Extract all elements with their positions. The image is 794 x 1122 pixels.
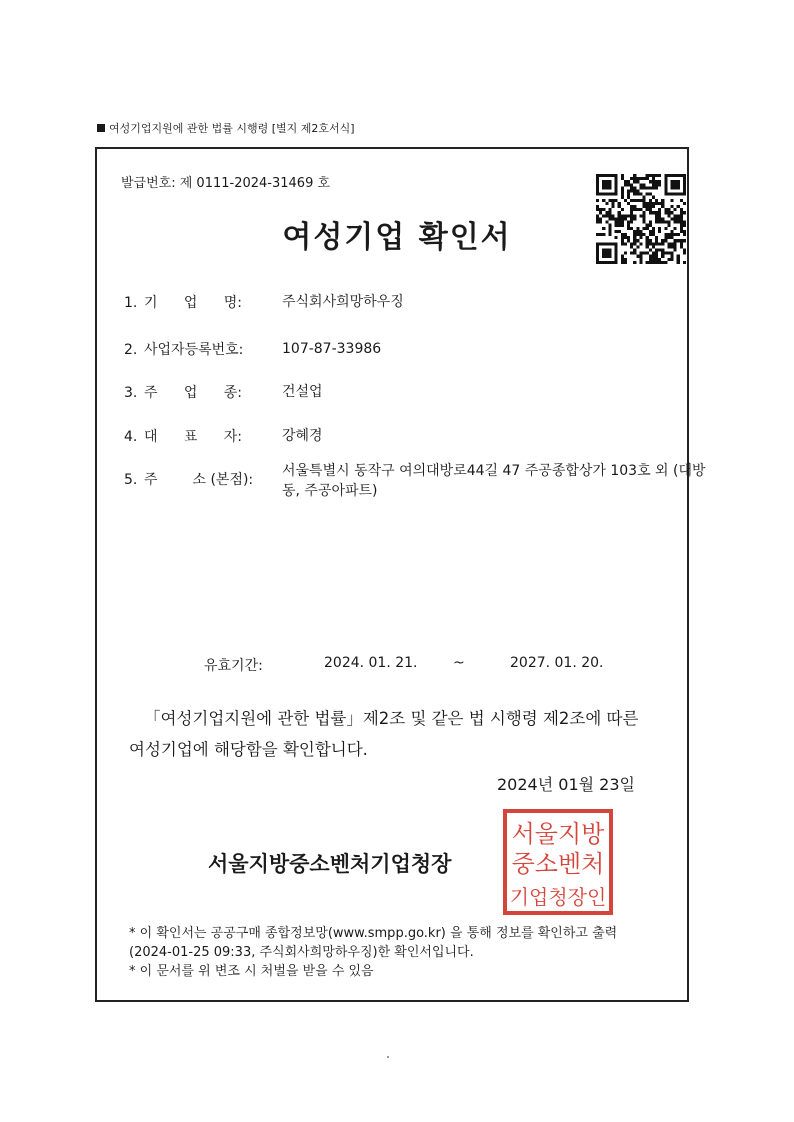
svg-text:서울지방: 서울지방	[511, 820, 605, 848]
validity-start: 2024. 01. 21.	[324, 655, 418, 671]
field-label: 5. 주 소 (본점):	[124, 472, 254, 488]
issue-date: 2024년 01월 23일	[497, 775, 635, 794]
note-line-1: * 이 확인서는 공공구매 종합정보망(www.smpp.go.kr) 을 통해 정보를 확인하고 출력	[129, 926, 618, 941]
validity-label: 유효기간:	[204, 658, 263, 674]
validity-end: 2027. 01. 20.	[510, 655, 604, 671]
form-reference-text: 여성기업지원에 관한 법률 시행령 [별지 제2호서식]	[109, 122, 355, 135]
issue-number: 발급번호: 제 0111-2024-31469 호	[121, 176, 331, 191]
form-reference	[97, 120, 355, 136]
field-value: 건설업	[282, 384, 323, 400]
statement-line-1: 「여성기업지원에 관한 법률」제2조 및 같은 법 시행령 제2조에 따른	[144, 709, 639, 728]
field-label: 4. 대 표 자:	[124, 429, 242, 445]
official-seal-icon	[502, 808, 614, 916]
statement-line-2: 여성기업에 해당함을 확인합니다.	[129, 740, 368, 759]
validity-separator: ~	[453, 655, 465, 671]
issuing-authority: 서울지방중소벤처기업청장	[208, 852, 452, 876]
field-label: 1. 기 업 명:	[124, 295, 242, 311]
field-value: 강혜경	[282, 428, 323, 444]
field-label: 2. 사업자등록번호:	[124, 342, 244, 358]
note-line-2: (2024-01-25 09:33, 주식회사희망하우징)한 확인서입니다.	[129, 945, 474, 960]
document-title: 여성기업 확인서	[282, 220, 512, 255]
field-value: 서울특별시 동작구 여의대방로44길 47 주공종합상가 103호 외 (대방동, 주공아파트)	[282, 463, 706, 499]
svg-text:기업청장인: 기업청장인	[509, 885, 607, 909]
field-value: 107-87-33986	[282, 341, 382, 357]
field-value: 주식회사희망하우징	[282, 294, 404, 310]
square-bullet-icon	[97, 124, 105, 132]
qr-code-icon	[596, 174, 686, 264]
svg-text:중소벤처: 중소벤처	[511, 850, 605, 878]
scan-dot	[387, 1056, 389, 1058]
note-line-3: * 이 문서를 위 변조 시 처벌을 받을 수 있음	[129, 964, 374, 979]
field-label: 3. 주 업 종:	[124, 385, 242, 401]
